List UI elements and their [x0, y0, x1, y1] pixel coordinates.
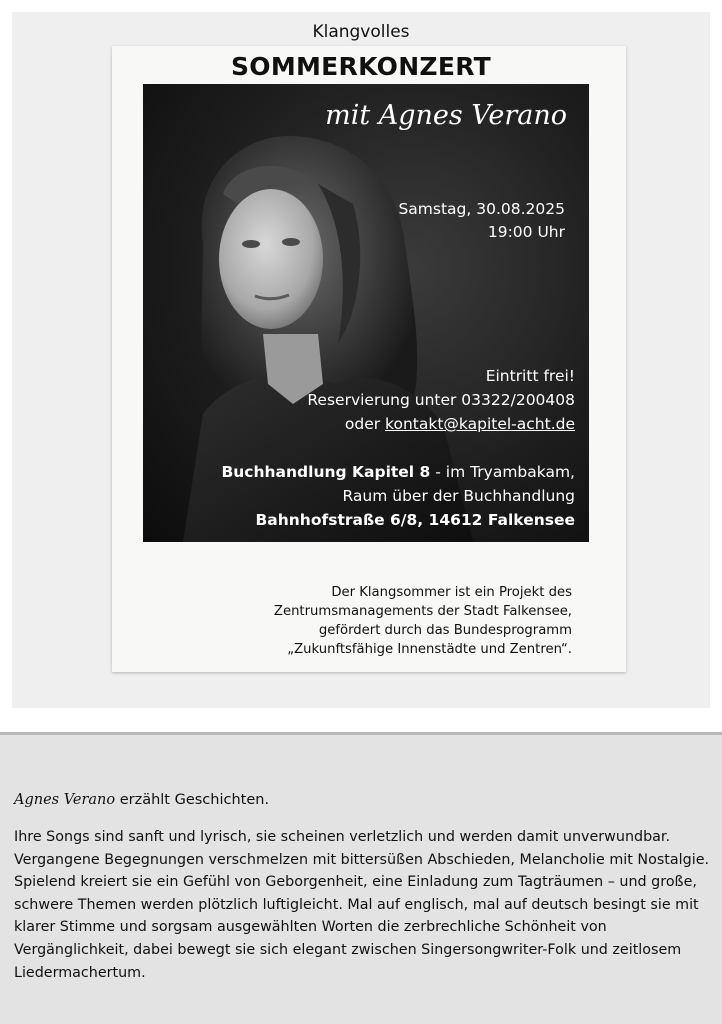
event-info	[307, 364, 575, 436]
artist-name: Agnes Verano	[14, 792, 116, 808]
email-link[interactable]: kontakt@kapitel-acht.de	[385, 415, 575, 433]
email-line	[307, 412, 575, 436]
email-prefix: oder	[344, 415, 386, 433]
venue-room: Raum über der Buchhandlung	[342, 487, 575, 505]
description-intro	[14, 792, 269, 808]
poster-pre-title: Klangvolles	[312, 22, 410, 42]
caption-line: Der Klangsommer ist ein Projekt des	[331, 585, 572, 600]
venue-suffix: - im Tryambakam,	[430, 463, 575, 481]
caption-line: „Zukunftsfähige Innenstädte und Zentren“.	[287, 642, 572, 657]
artist-photo	[143, 84, 589, 542]
event-date-time	[398, 198, 565, 244]
description-text: Ihre Songs sind sanft und lyrisch, sie scheinen verletzlich und werden damit unverwundbar. Vergangene Begegnungen verschmelzen mit bittersüßen Abschieden, Melancholie mit Nostalgie. Spielend kreiert sie ein Gefühl von Geborgenheit, eine Einladung zum Tagträumen – und große, schwere Themen werden plötzlich luftigleicht. Mal auf englisch, mal auf deutsch besingt sie mit klarer Stimme und sorgsam ausgewählten Worten die zerbrechliche Schönheit von Vergänglichkeit, dabei bewegt sie sich elegant zwischen Singersongwriter-Folk und zeitlosem Liedermachertum.	[14, 829, 710, 981]
event-date: Samstag, 30.08.2025	[398, 200, 565, 218]
caption-line: Zentrumsmanagements der Stadt Falkensee,	[273, 604, 572, 619]
event-time: 19:00 Uhr	[487, 223, 565, 241]
project-caption	[274, 583, 572, 659]
caption-line: gefördert durch das Bundesprogramm	[318, 623, 572, 638]
venue-address: Bahnhofstraße 6/8, 14612 Falkensee	[255, 511, 575, 529]
poster-subtitle: mit Agnes Verano	[325, 100, 567, 131]
poster-title: SOMMERKONZERT	[230, 52, 492, 81]
admission-text: Eintritt frei!	[485, 367, 575, 385]
venue-name: Buchhandlung Kapitel 8	[221, 463, 431, 481]
reservation-text: Reservierung unter 03322/200408	[307, 391, 575, 409]
venue-line	[221, 460, 575, 484]
venue-info	[221, 460, 575, 532]
intro-rest: erzählt Geschichten.	[115, 792, 270, 808]
